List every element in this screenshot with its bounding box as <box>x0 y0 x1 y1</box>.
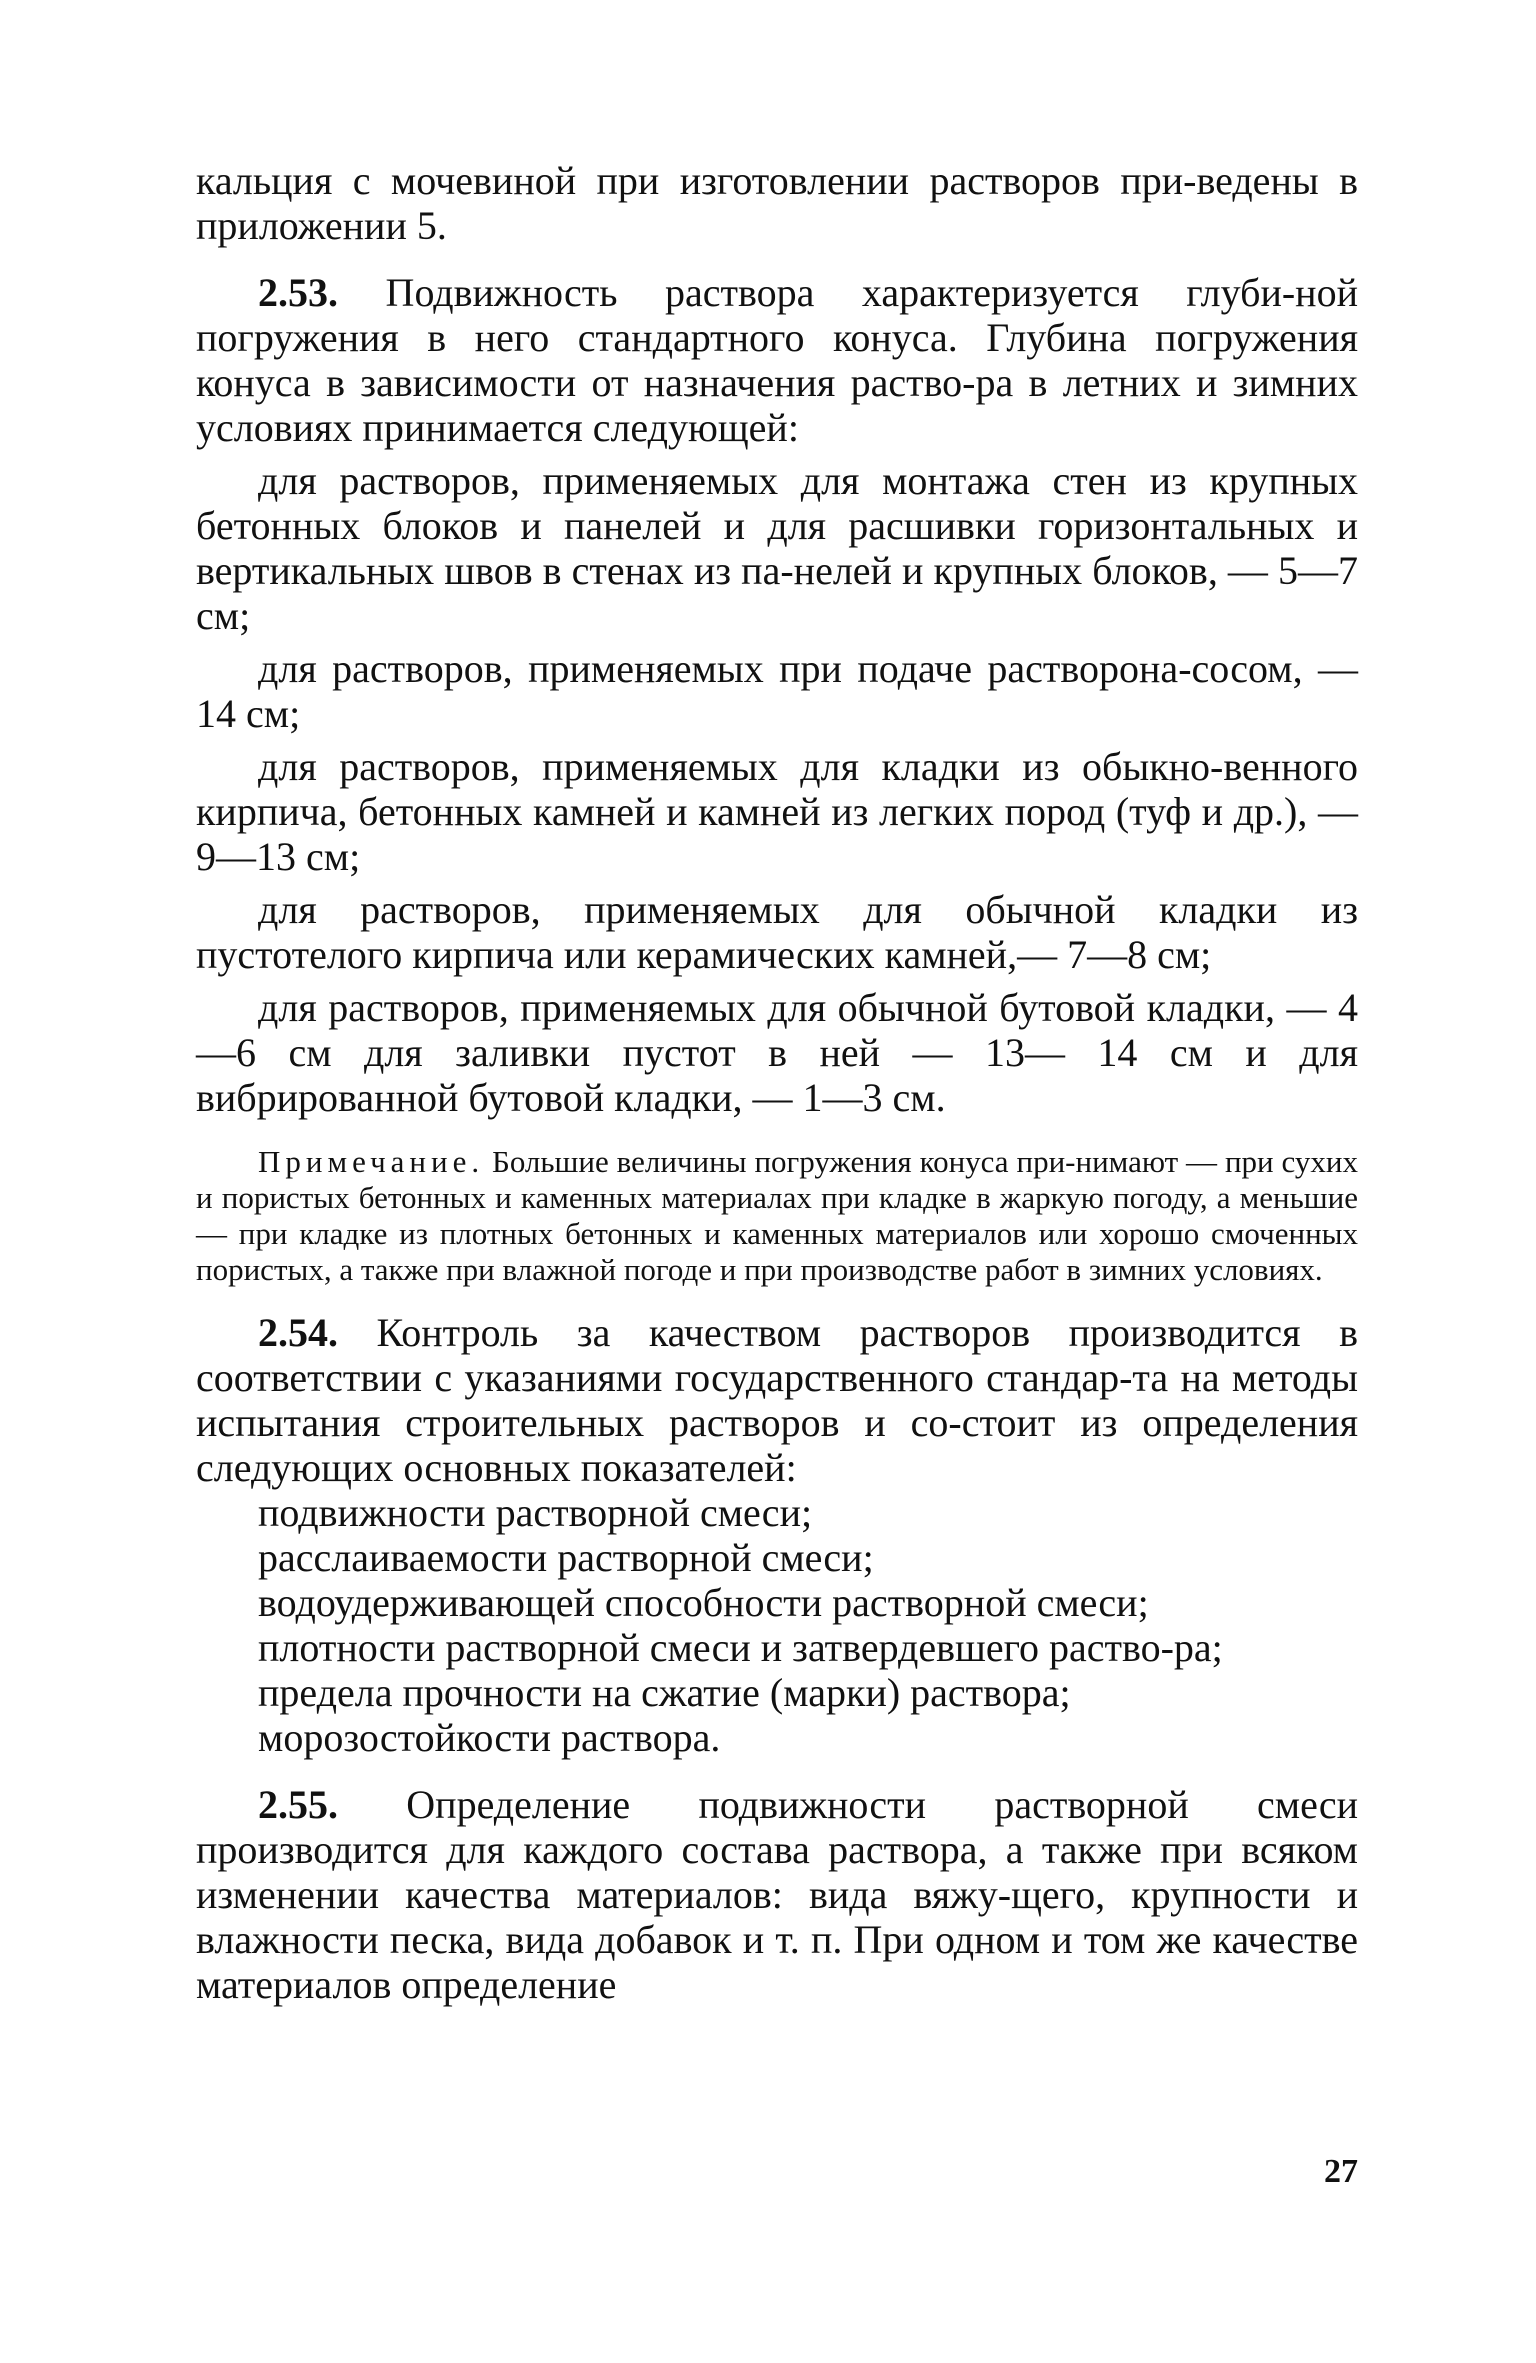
note-label: Примечание. <box>258 1144 485 1179</box>
indicator-item: предела прочности на сжатие (марки) раствора; <box>258 1670 1071 1715</box>
note-text: Большие величины погружения конуса при-нимают — при сухих и пористых бетонных и каменных материалах при кладке в жаркую погоду, а меньшие — при кладке из плотных бетонных и каменных материалов или хорошо смоченных пористых, а также при влажной погоде и при производстве работ в зимних условиях. <box>196 1144 1358 1287</box>
indicator-item: морозостойкости раствора. <box>258 1715 721 1760</box>
indicator-item: подвижности растворной смеси; <box>258 1490 813 1535</box>
page-number: 27 <box>1324 2153 1358 2190</box>
section-number: 2.53. <box>258 270 338 315</box>
section-2-54 <box>196 1310 1358 1490</box>
section-text: Подвижность раствора характеризуется глуби-ной погружения в него стандартного конуса. Глубина погружения конуса в зависимости от назначения раство-ра в летних и зимних условиях принимается следующей: <box>196 270 1358 450</box>
case-paragraph: для растворов, применяемых при подаче растворона-сосом, — 14 см; <box>196 646 1358 736</box>
case-paragraph: для растворов, применяемых для монтажа стен из крупных бетонных блоков и панелей и для расшивки горизонтальных и вертикальных швов в стенах из па-нелей и крупных блоков, — 5—7 см; <box>196 458 1358 638</box>
indicator-item: плотности растворной смеси и затвердевшего раство-ра; <box>258 1625 1223 1670</box>
indicator-item: водоудерживающей способности растворной смеси; <box>258 1580 1149 1625</box>
section-text: Контроль за качеством растворов производится в соответствии с указаниями государственного стандар-та на методы испытания строительных растворов и со-стоит из определения следующих основных показателей: <box>196 1310 1358 1490</box>
section-text: Определение подвижности растворной смеси производится для каждого состава раствора, а также при всяком изменении качества материалов: вида вяжу-щего, крупности и влажности песка, вида добавок и т. п. При одном и том же качестве материалов определение <box>196 1782 1358 2007</box>
section-2-55 <box>196 1782 1358 2007</box>
case-paragraph: для растворов, применяемых для кладки из обыкно-венного кирпича, бетонных камней и камней из легких пород (туф и др.), — 9—13 см; <box>196 744 1358 879</box>
page-body <box>196 158 1358 2007</box>
indicator-item: расслаиваемости растворной смеси; <box>258 1535 874 1580</box>
case-paragraph: для растворов, применяемых для обычной кладки из пустотелого кирпича или керамических камней,— 7—8 см; <box>196 887 1358 977</box>
section-2-53 <box>196 270 1358 450</box>
section-number: 2.55. <box>258 1782 338 1827</box>
case-paragraph: для растворов, применяемых для обычной бутовой кладки, — 4—6 см для заливки пустот в ней — 13— 14 см и для вибрированной бутовой кладки, — 1—3 см. <box>196 985 1358 1120</box>
intro-paragraph: кальция с мочевиной при изготовлении растворов при-ведены в приложении 5. <box>196 158 1358 248</box>
note-paragraph <box>196 1144 1358 1288</box>
section-number: 2.54. <box>258 1310 338 1355</box>
